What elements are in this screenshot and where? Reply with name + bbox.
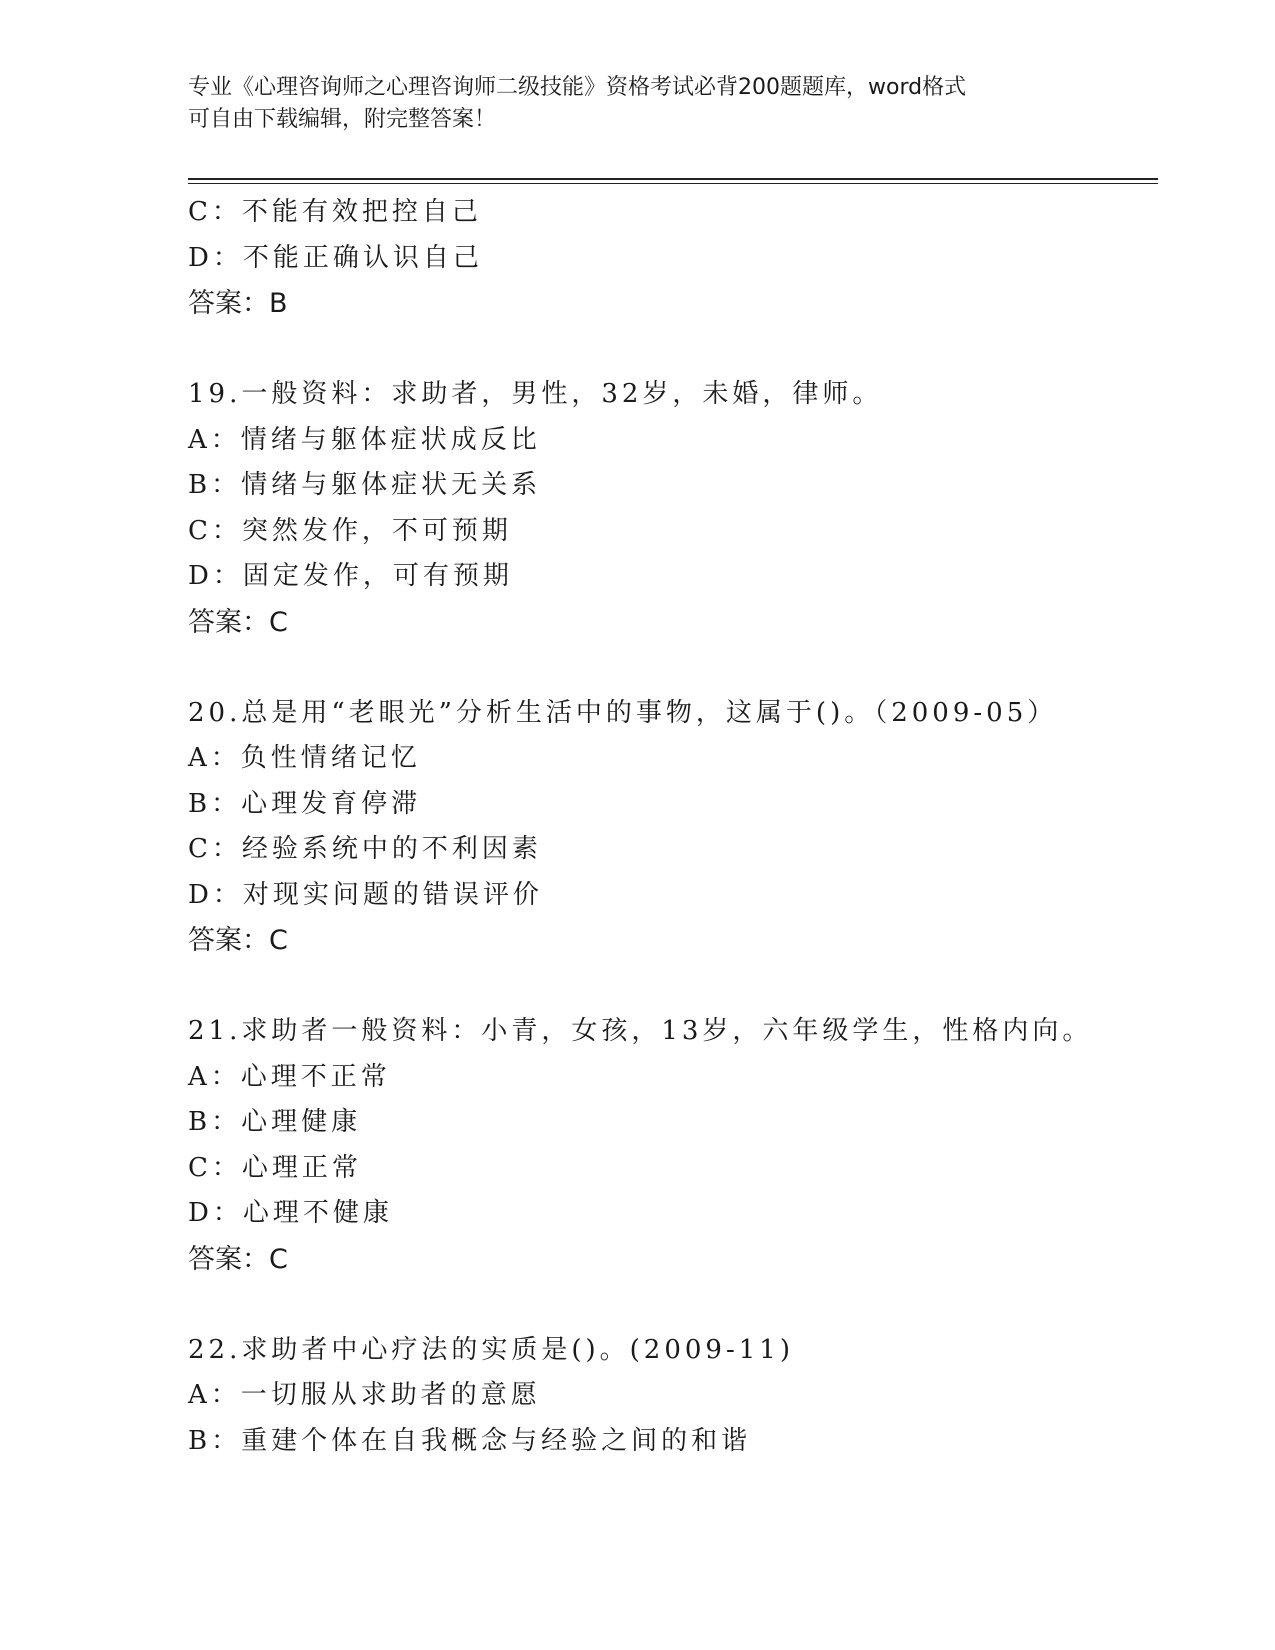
option-a: A：一切服从求助者的意愿	[188, 1380, 541, 1410]
option-a: A：情绪与躯体症状成反比	[188, 424, 541, 455]
prev-question	[188, 190, 1148, 327]
option-c: C：不能有效把控自己	[188, 197, 482, 227]
header-divider-thin	[188, 183, 1158, 184]
option-b: B：重建个体在自我概念与经验之间的和谐	[188, 1425, 752, 1456]
option-b: B：心理发育停滞	[188, 788, 422, 819]
option-d: D：固定发作，可有预期	[188, 561, 513, 591]
question-stem: 20.总是用“老眼光”分析生活中的事物，这属于()。（2009-05）	[188, 697, 1058, 728]
option-c: C：突然发作，不可预期	[188, 515, 512, 546]
question-21	[188, 1009, 1148, 1282]
question-stem: 22.求助者中心疗法的实质是()。(2009-11)	[188, 1334, 794, 1365]
question-19	[188, 372, 1148, 645]
answer-line: 答案：B	[188, 288, 288, 319]
option-a: A：负性情绪记忆	[188, 743, 421, 773]
option-d: D：心理不健康	[188, 1198, 393, 1228]
question-stem: 21.求助者一般资料：小青，女孩，13岁，六年级学生，性格内向。	[188, 1016, 1093, 1046]
question-20	[188, 691, 1148, 964]
document-header	[188, 72, 1068, 136]
question-list	[188, 190, 1148, 1464]
option-d: D：对现实问题的错误评价	[188, 879, 543, 910]
answer-line: 答案：C	[188, 925, 288, 956]
header-line-1: 专业《心理咨询师之心理咨询师二级技能》资格考试必背200题题库，word格式	[188, 75, 967, 100]
question-22	[188, 1328, 1148, 1465]
header-line-2: 可自由下载编辑，附完整答案！	[188, 107, 497, 132]
option-a: A：心理不正常	[188, 1061, 391, 1092]
question-stem: 19.一般资料：求助者，男性，32岁，未婚，律师。	[188, 379, 883, 409]
option-b: B：心理健康	[188, 1107, 362, 1137]
header-divider	[188, 178, 1158, 180]
option-d: D：不能正确认识自己	[188, 242, 483, 273]
option-c: C：经验系统中的不利因素	[188, 834, 542, 864]
answer-line: 答案：C	[188, 606, 288, 638]
answer-line: 答案：C	[188, 1243, 288, 1275]
option-b: B：情绪与躯体症状无关系	[188, 470, 542, 500]
option-c: C：心理正常	[188, 1152, 362, 1183]
